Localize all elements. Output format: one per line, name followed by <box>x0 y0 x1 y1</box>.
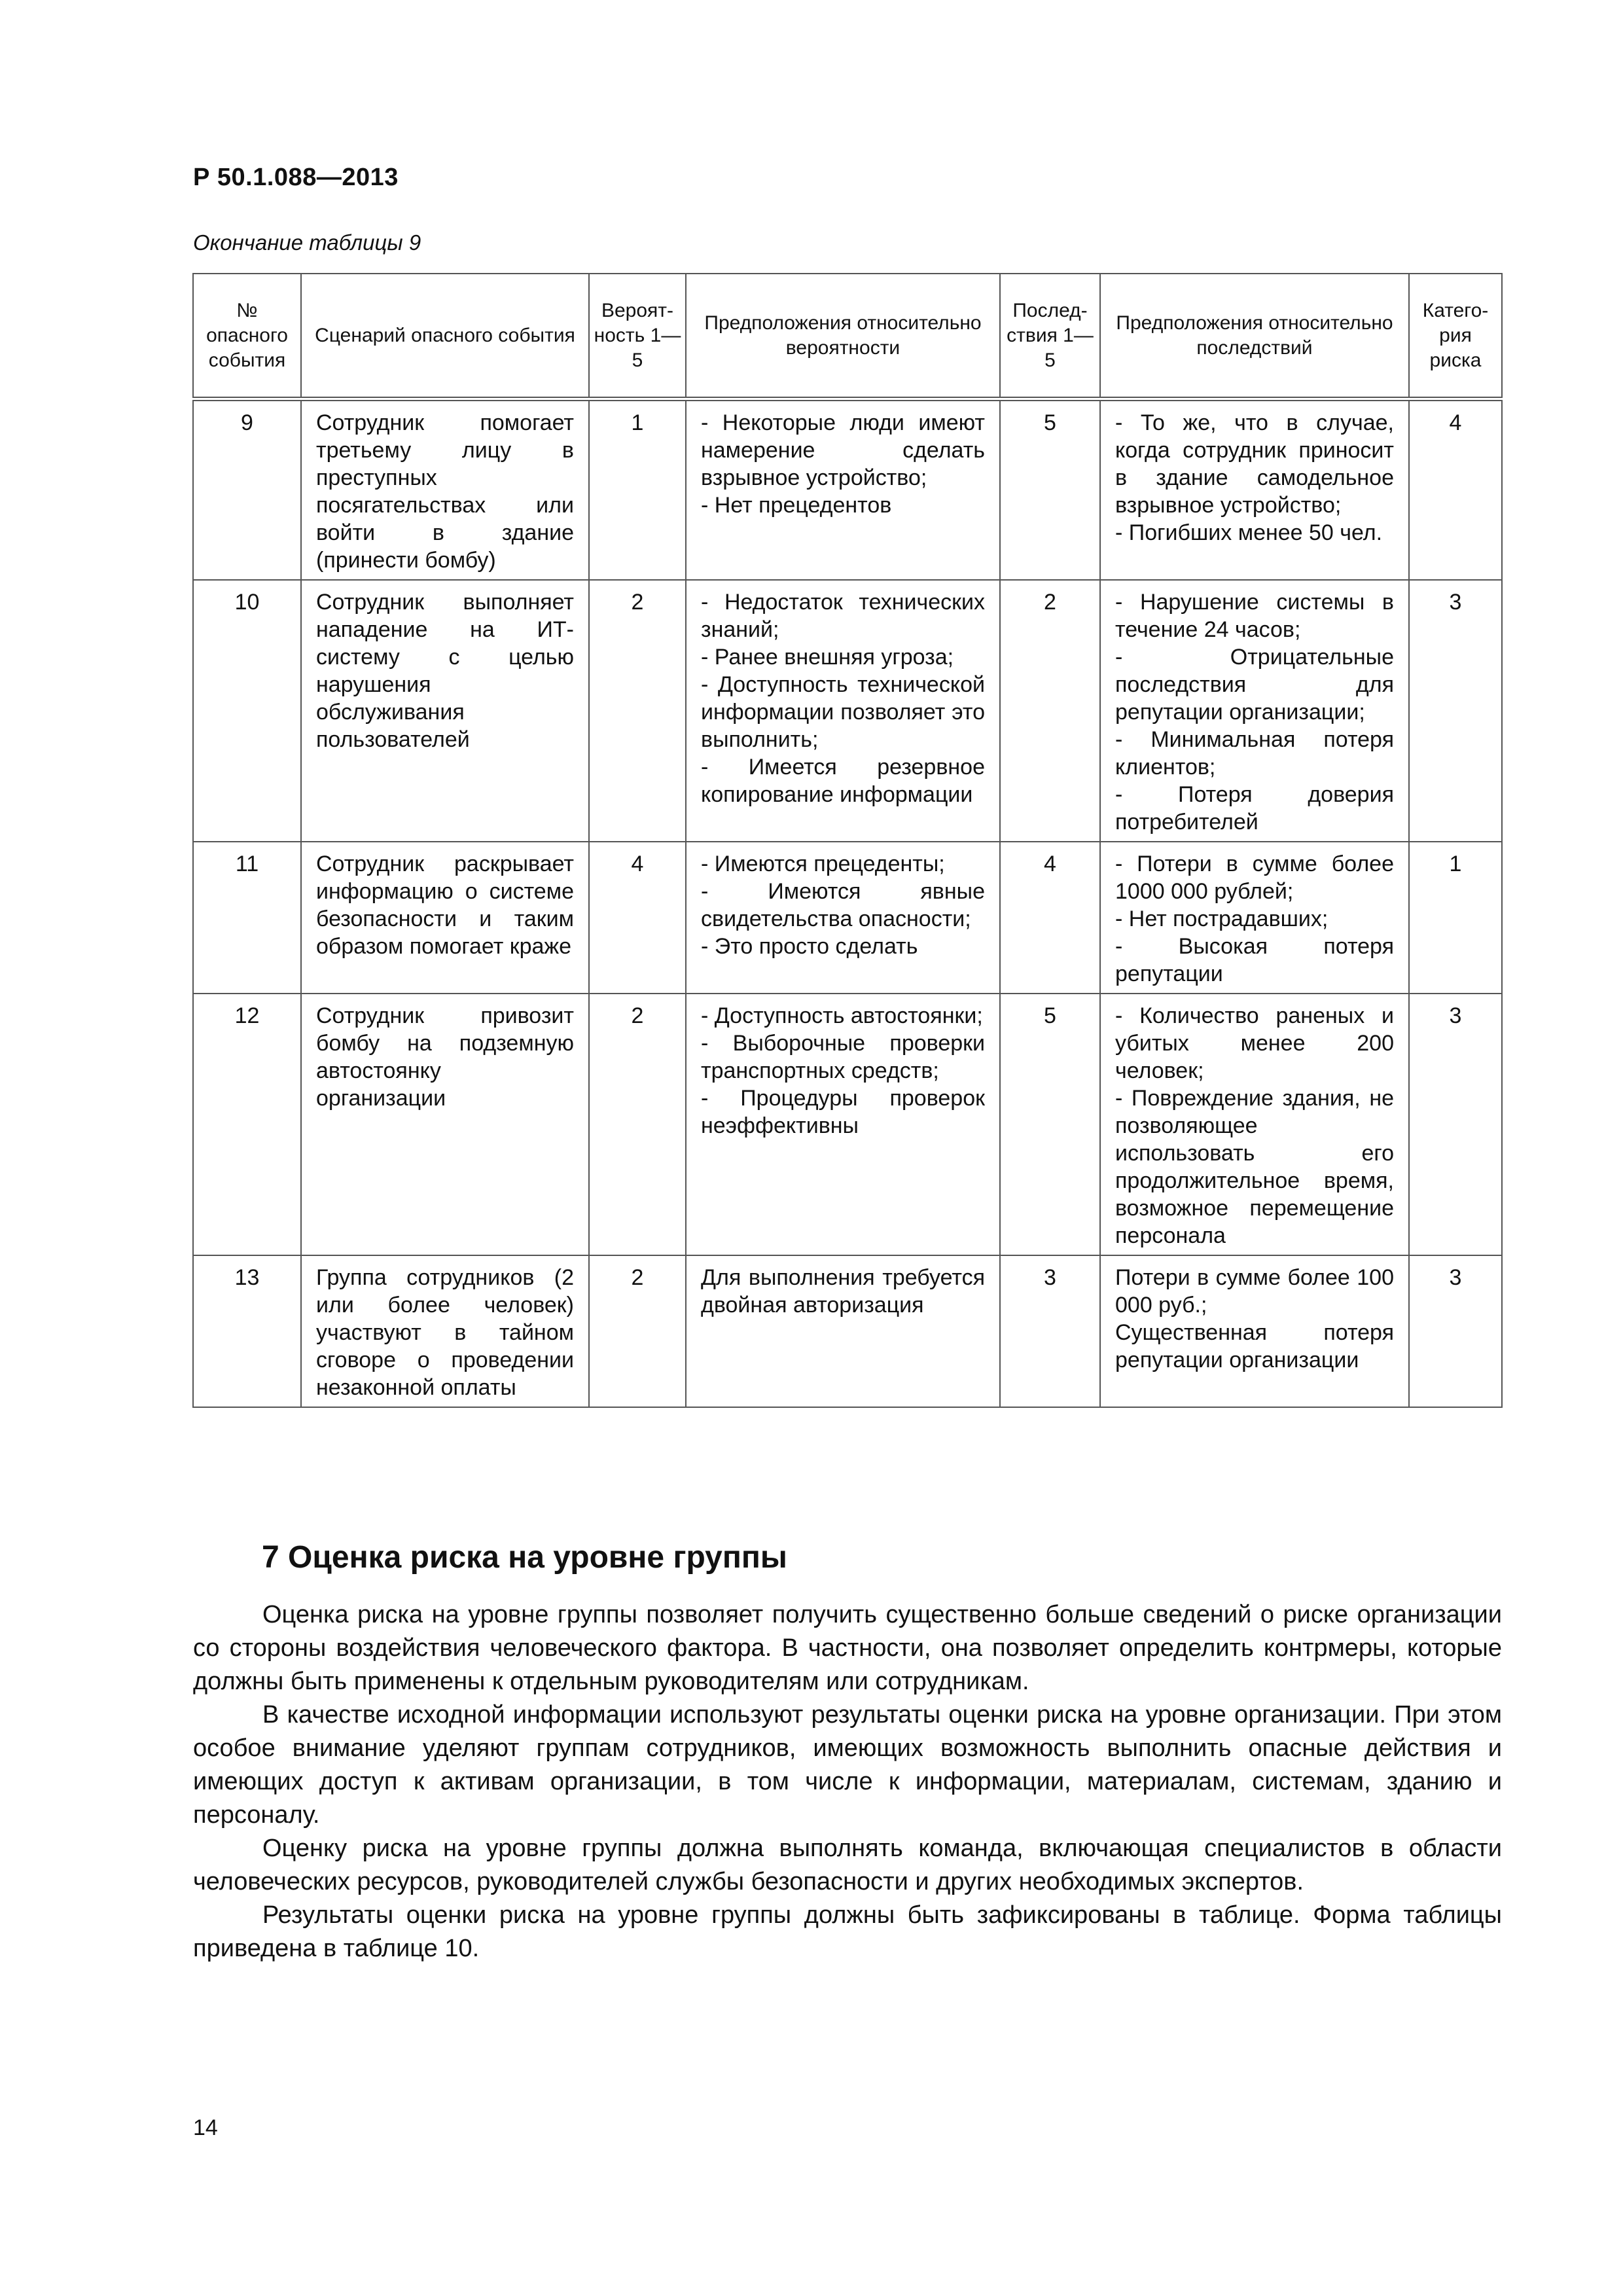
scenario-text: Сотрудник выполняет нападение на ИТ-систему с целью нарушения обслуживания пользователей <box>301 580 589 842</box>
header-event-number: № опасного события <box>193 274 301 399</box>
assumption-item: - Нарушение системы в течение 24 часов; <box>1115 590 1394 642</box>
header-scenario: Сценарий опасного события <box>301 274 589 399</box>
table-row <box>193 1255 1502 1407</box>
assumption-item: - Имеются прецеденты; <box>701 852 945 876</box>
probability-value: 4 <box>589 842 686 994</box>
consequence-assumptions <box>1100 399 1409 581</box>
risk-category-value: 3 <box>1409 580 1502 842</box>
assumption-item: - Минимальная потеря клиентов; <box>1115 727 1394 780</box>
assumption-item: - Имеется резервное копирование информации <box>701 755 985 807</box>
consequence-assumptions <box>1100 994 1409 1255</box>
assumption-item: - Выборочные проверки транспортных средств; <box>701 1031 985 1083</box>
paragraph: В качестве исходной информации используют результаты оценки риска на уровне организации. При этом особое внимание уделяют группам сотрудников, имеющих возможность выполнить опасные действия и имеющих доступ к активам организации, в том числе к информации, материалам, системам, зданию и персоналу. <box>193 1701 1502 1829</box>
table-caption: Окончание таблицы 9 <box>193 230 421 255</box>
scenario-text: Сотрудник помогает третьему лицу в преступных посягательствах или войти в здание (принести бомбу) <box>301 399 589 581</box>
assumption-item: - Доступность автостоянки; <box>701 1003 983 1028</box>
probability-assumptions <box>686 842 1000 994</box>
assumption-item: Потери в сумме более 100 000 руб.; <box>1115 1265 1394 1318</box>
header-consequences: Послед-ствия 1—5 <box>1000 274 1100 399</box>
document-code: Р 50.1.088—2013 <box>193 164 399 191</box>
section-heading: 7 Оценка риска на уровне группы <box>262 1540 787 1575</box>
assumption-item: - Имеются явные свидетельства опасности; <box>701 879 985 931</box>
assumption-item: - Количество раненых и убитых менее 200 человек; <box>1115 1003 1394 1083</box>
paragraph: Оценка риска на уровне группы позволяет получить существенно больше сведений о риске организации со стороны воздействия человеческого фактора. В частности, она позволяет определить контрмеры, которые должны быть применены к отдельным руководителям или сотрудникам. <box>193 1601 1502 1695</box>
consequence-assumptions <box>1100 1255 1409 1407</box>
table-row <box>193 842 1502 994</box>
consequence-assumptions <box>1100 842 1409 994</box>
probability-value: 2 <box>589 1255 686 1407</box>
consequence-value: 2 <box>1000 580 1100 842</box>
risk-table <box>192 273 1503 1408</box>
probability-value: 1 <box>589 399 686 581</box>
consequence-value: 3 <box>1000 1255 1100 1407</box>
assumption-item: - Процедуры проверок неэффективны <box>701 1086 985 1138</box>
consequence-value: 5 <box>1000 399 1100 581</box>
event-number: 9 <box>193 399 301 581</box>
risk-category-value: 4 <box>1409 399 1502 581</box>
assumption-item: - То же, что в случае, когда сотрудник приносит в здание самодельное взрывное устройство; <box>1115 410 1394 518</box>
probability-assumptions <box>686 994 1000 1255</box>
probability-assumptions <box>686 580 1000 842</box>
risk-category-value: 3 <box>1409 994 1502 1255</box>
assumption-item: - Ранее внешняя угроза; <box>701 645 954 670</box>
assumption-item: - Это просто сделать <box>701 934 918 959</box>
assumption-item: - Потери в сумме более 1000 000 рублей; <box>1115 852 1394 904</box>
assumption-item: - Отрицательные последствия для репутации организации; <box>1115 645 1394 725</box>
assumption-item: Существенная потеря репутации организации <box>1115 1320 1394 1372</box>
header-risk-category: Катего-рия риска <box>1409 274 1502 399</box>
table-row <box>193 580 1502 842</box>
consequence-assumptions <box>1100 580 1409 842</box>
header-consequence-assumptions: Предположения относительно последствий <box>1100 274 1409 399</box>
assumption-item: - Погибших менее 50 чел. <box>1115 520 1383 545</box>
table-row <box>193 994 1502 1255</box>
table-header-row <box>193 274 1502 399</box>
assumption-item: - Недостаток технических знаний; <box>701 590 985 642</box>
probability-value: 2 <box>589 994 686 1255</box>
assumption-item: - Потеря доверия потребителей <box>1115 782 1394 834</box>
risk-category-value: 3 <box>1409 1255 1502 1407</box>
table-row <box>193 399 1502 581</box>
paragraph: Оценку риска на уровне группы должна выполнять команда, включающая специалистов в области человеческих ресурсов, руководителей службы безопасности и других необходимых экспертов. <box>193 1835 1502 1895</box>
scenario-text: Сотрудник привозит бомбу на подземную автостоянку организации <box>301 994 589 1255</box>
assumption-item: - Нет пострадавших; <box>1115 906 1329 931</box>
assumption-item: - Доступность технической информации позволяет это выполнить; <box>701 672 985 752</box>
event-number: 10 <box>193 580 301 842</box>
header-probability: Вероят-ность 1—5 <box>589 274 686 399</box>
assumption-item: - Некоторые люди имеют намерение сделать взрывное устройство; <box>701 410 985 490</box>
consequence-value: 4 <box>1000 842 1100 994</box>
event-number: 13 <box>193 1255 301 1407</box>
assumption-item: - Высокая потеря репутации <box>1115 934 1394 986</box>
page-number: 14 <box>193 2115 218 2140</box>
probability-value: 2 <box>589 580 686 842</box>
scenario-text: Группа сотрудников (2 или более человек) участвуют в тайном сговоре о проведении незаконной оплаты <box>301 1255 589 1407</box>
header-probability-assumptions: Предположения относительно вероятности <box>686 274 1000 399</box>
probability-assumptions <box>686 399 1000 581</box>
assumption-item: - Повреждение здания, не позволяющее использовать его продолжительное время, возможное перемещение персонала <box>1115 1086 1394 1248</box>
probability-assumptions <box>686 1255 1000 1407</box>
scenario-text: Сотрудник раскрывает информацию о системе безопасности и таким образом помогает краже <box>301 842 589 994</box>
risk-category-value: 1 <box>1409 842 1502 994</box>
section-body <box>193 1598 1502 1965</box>
paragraph: Результаты оценки риска на уровне группы должны быть зафиксированы в таблице. Форма таблицы приведена в таблице 10. <box>193 1901 1502 1962</box>
event-number: 11 <box>193 842 301 994</box>
consequence-value: 5 <box>1000 994 1100 1255</box>
assumption-item: Для выполнения требуется двойная авторизация <box>701 1265 985 1318</box>
assumption-item: - Нет прецедентов <box>701 493 892 518</box>
event-number: 12 <box>193 994 301 1255</box>
